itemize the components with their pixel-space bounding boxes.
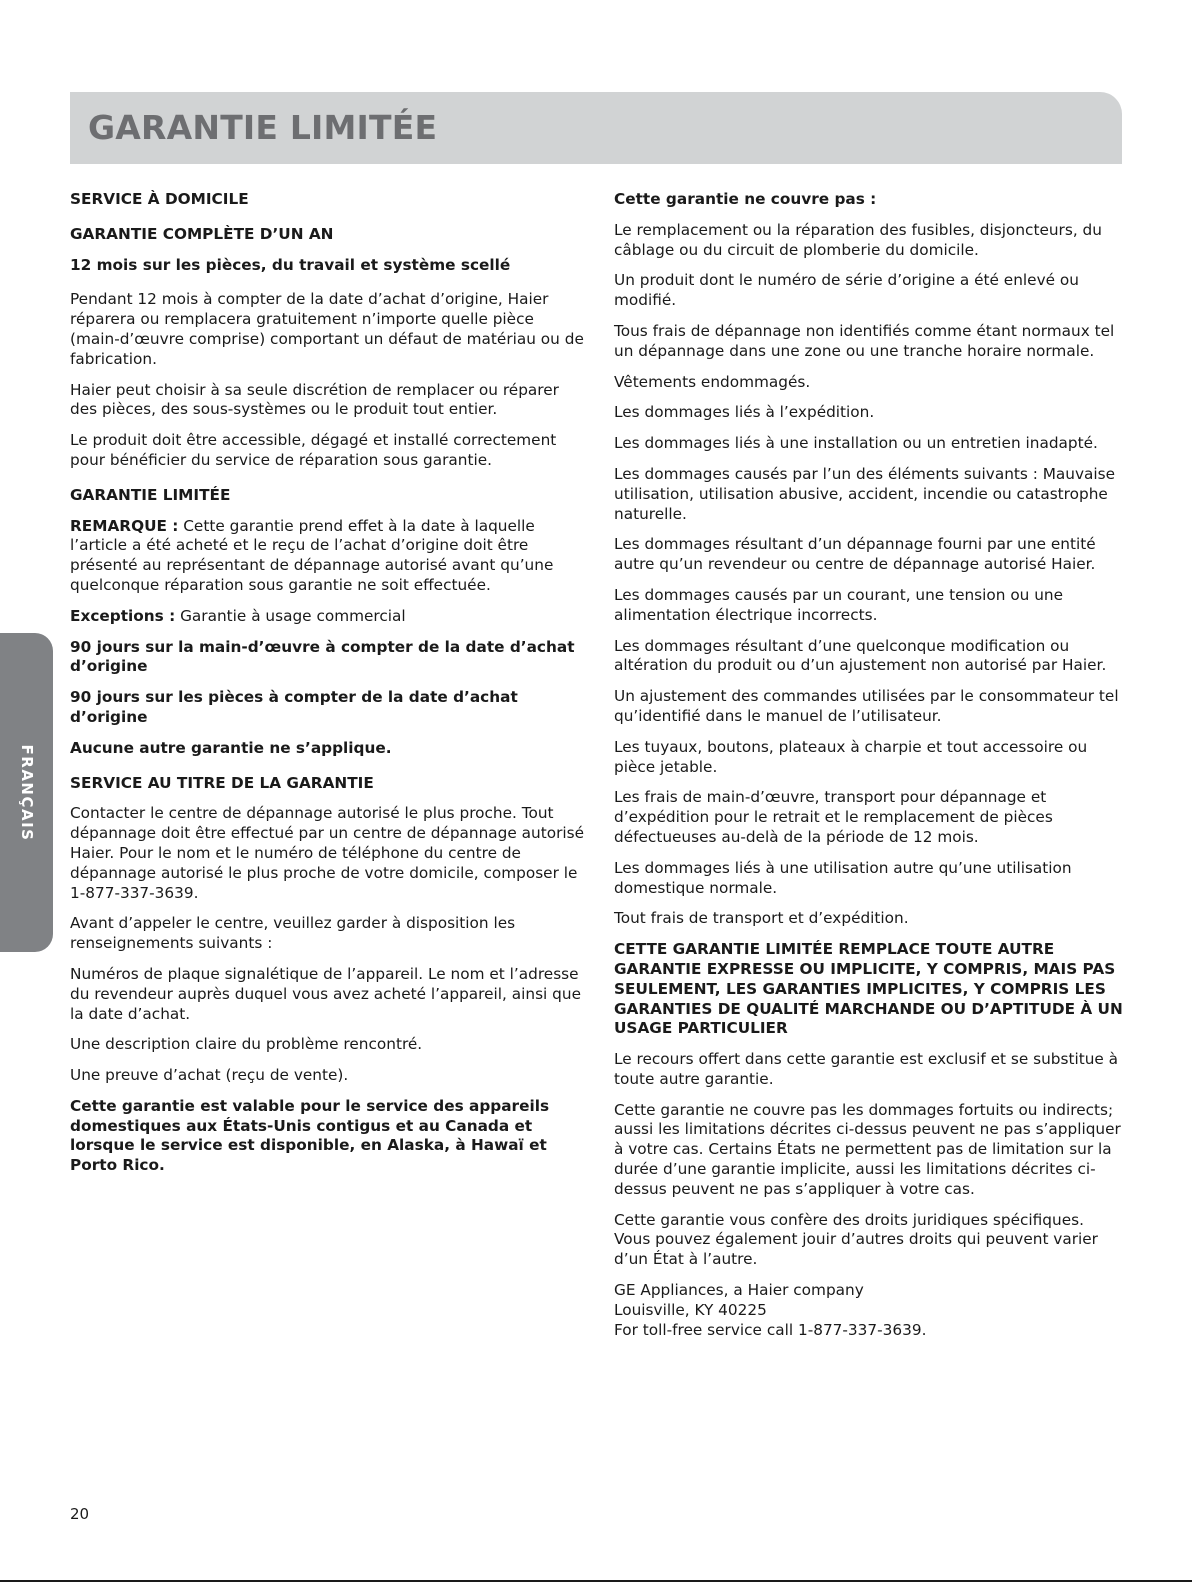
paragraph-preuve: Une preuve d’achat (reçu de vente). <box>70 1066 349 1085</box>
language-tab-label: FRANÇAIS <box>17 744 36 841</box>
exclusion-item: Un ajustement des commandes utilisées par le consommateur tel qu’identifié dans le manuel de l’utilisateur. <box>614 687 1119 725</box>
exclusion-item: Les dommages causés par un courant, une tension ou une alimentation électrique incorrects. <box>614 585 1064 624</box>
paragraph-90-jours-main-oeuvre: 90 jours sur la main-d’œuvre à compter de la date d’achat d’origine <box>70 637 575 676</box>
exclusion-item: Les dommages liés à l’expédition. <box>614 403 875 422</box>
exceptions-label: Exceptions : <box>70 606 176 625</box>
bottom-rule <box>0 1580 1192 1582</box>
language-tab <box>0 633 53 952</box>
paragraph-recours: Le recours offert dans cette garantie est exclusif et se substitue à toute autre garantie. <box>614 1050 1119 1088</box>
exclusion-item: Un produit dont le numéro de série d’origine a été enlevé ou modifié. <box>614 271 1079 310</box>
right-column <box>614 190 1124 1340</box>
heading-ne-couvre-pas: Cette garantie ne couvre pas : <box>614 190 877 208</box>
paragraph-pendant: Pendant 12 mois à compter de la date d’achat d’origine, Haier réparera ou remplacera gratuitement n’importe quelle pièce (main-d’œuvre comprise) comportant un défaut de matériau ou de fabrication. <box>70 290 584 368</box>
exclusion-item: Les dommages résultant d’une quelconque modification ou altération du produit ou d’un ajustement non autorisé par Haier. <box>614 636 1107 675</box>
exclusion-item: Tous frais de dépannage non identifiés comme étant normaux tel un dépannage dans une zone ou une tranche horaire normale. <box>614 321 1115 360</box>
paragraph-accessible: Le produit doit être accessible, dégagé et installé correctement pour bénéficier du service de réparation sous garantie. <box>70 431 557 469</box>
remarque-label: REMARQUE : <box>70 516 179 535</box>
paragraph-90-jours-pieces: 90 jours sur les pièces à compter de la date d’achat d’origine <box>70 688 518 726</box>
exclusion-item: Vêtements endommagés. <box>614 372 811 391</box>
exclusion-item: Les dommages liés à une installation ou un entretien inadapté. <box>614 434 1098 453</box>
exclusion-item: Les dommages résultant d’un dépannage fourni par une entité autre qu’un revendeur ou centre de dépannage autorisé Haier. <box>614 535 1096 574</box>
exclusion-item: Tout frais de transport et d’expédition. <box>614 909 909 928</box>
subheading-douze-mois: 12 mois sur les pièces, du travail et système scellé <box>70 255 511 274</box>
exclusion-item: Les dommages causés par l’un des éléments suivants : Mauvaise utilisation, utilisation abusive, accident, incendie ou catastrophe naturelle. <box>614 464 1116 523</box>
paragraph-exceptions <box>70 607 586 627</box>
exceptions-text: Garantie à usage commercial <box>175 606 406 625</box>
paragraph-plaque: Numéros de plaque signalétique de l’appareil. Le nom et l’adresse du revendeur auprès duquel vous avez acheté l’appareil, ainsi que la date d’achat. <box>70 964 581 1023</box>
exclusion-item: Le remplacement ou la réparation des fusibles, disjoncteurs, du câblage ou du circuit de plomberie du domicile. <box>614 220 1102 259</box>
left-column <box>70 190 586 1187</box>
heading-service-domicile: SERVICE À DOMICILE <box>70 190 249 208</box>
paragraph-droits: Cette garantie vous confère des droits juridiques spécifiques. Vous pouvez également jouir d’autres droits qui peuvent varier d’un État à l’autre. <box>614 1210 1098 1269</box>
company-address: Louisville, KY 40225 <box>614 1300 767 1319</box>
company-name: GE Appliances, a Haier company <box>614 1281 864 1300</box>
toll-free-line: For toll-free service call 1-877-337-3639. <box>614 1320 927 1339</box>
paragraph-fortuits: Cette garantie ne couvre pas les dommages fortuits ou indirects; aussi les limitations décrites ci-dessus peuvent ne pas s’appliquer à votre cas. Certains États ne permettent pas de limitation sur la durée d’une garantie implicite, aussi les limitations décrites ci-dessus peuvent ne pas s’appliquer à votre cas. <box>614 1100 1121 1198</box>
paragraph-remplace-garantie: CETTE GARANTIE LIMITÉE REMPLACE TOUTE AUTRE GARANTIE EXPRESSE OU IMPLICITE, Y COMPRIS, MAIS PAS SEULEMENT, LES GARANTIES IMPLICITES, Y COMPRIS LES GARANTIES DE QUALITÉ MARCHANDE OU D’APTITUDE À UN USAGE PARTICULIER <box>614 940 1123 1038</box>
heading-garantie-limitee: GARANTIE LIMITÉE <box>70 485 231 504</box>
exclusion-item: Les dommages liés à une utilisation autre qu’une utilisation domestique normale. <box>614 858 1072 897</box>
paragraph-contacter: Contacter le centre de dépannage autorisé le plus proche. Tout dépannage doit être effectué par un centre de dépannage autorisé Haier. Pour le nom et le numéro de téléphone du centre de dépannage autorisé le plus proche de votre domicile, composer le 1-877-337-3639. <box>70 804 585 902</box>
paragraph-remarque <box>70 517 586 596</box>
paragraph-valable: Cette garantie est valable pour le service des appareils domestiques aux États-Unis contigus et au Canada et lorsque le service est disponible, en Alaska, à Hawaï et Porto Rico. <box>70 1096 550 1175</box>
contact-block <box>614 1281 1124 1340</box>
paragraph-avant-appeler: Avant d’appeler le centre, veuillez garder à disposition les renseignements suivants : <box>70 914 516 953</box>
heading-garantie-complete: GARANTIE COMPLÈTE D’UN AN <box>70 224 334 243</box>
exclusion-item: Les frais de main-d’œuvre, transport pour dépannage et d’expédition pour le retrait et le remplacement de pièces défectueuses au-delà de la période de 12 mois. <box>614 788 1053 846</box>
paragraph-description: Une description claire du problème rencontré. <box>70 1035 423 1054</box>
remarque-text: Cette garantie prend effet à la date à laquelle l’article a été acheté et le reçu de l’achat d’origine doit être présenté au représentant de dépannage autorisé avant qu’une quelconque réparation sous garantie ne soit effectuée. <box>70 516 554 594</box>
paragraph-haier-choix: Haier peut choisir à sa seule discrétion de remplacer ou réparer des pièces, des sous-systèmes ou le produit tout entier. <box>70 380 559 419</box>
heading-service-titre-garantie: SERVICE AU TITRE DE LA GARANTIE <box>70 773 374 792</box>
title-bar <box>70 92 1122 164</box>
page-title: GARANTIE LIMITÉE <box>88 108 438 147</box>
paragraph-aucune-garantie: Aucune autre garantie ne s’applique. <box>70 738 392 757</box>
page-number: 20 <box>70 1505 90 1523</box>
exclusion-item: Les tuyaux, boutons, plateaux à charpie et tout accessoire ou pièce jetable. <box>614 737 1088 776</box>
